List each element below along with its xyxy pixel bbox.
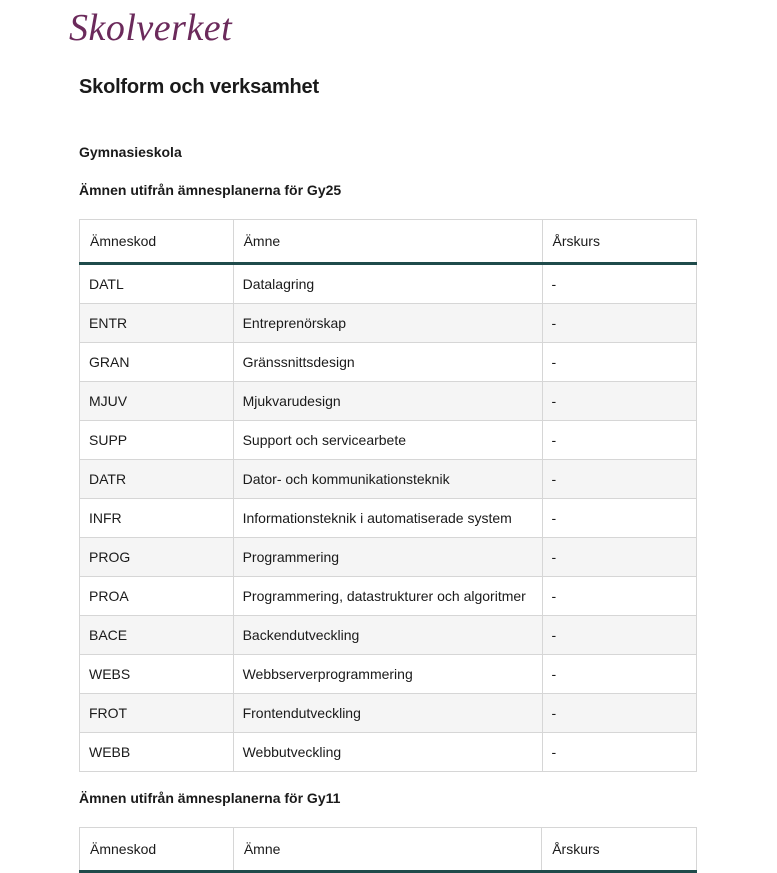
cell-year: - <box>542 382 697 421</box>
cell-code: PROG <box>80 538 234 577</box>
cell-year: - <box>542 655 697 694</box>
cell-year: - <box>542 694 697 733</box>
section-heading-gy25: Ämnen utifrån ämnesplanerna för Gy25 <box>79 182 342 198</box>
cell-year: - <box>542 264 697 304</box>
cell-year: - <box>542 616 697 655</box>
section-heading-gy11: Ämnen utifrån ämnesplanerna för Gy11 <box>79 790 341 806</box>
subjects-table-gy25 <box>79 219 697 772</box>
cell-code: DATL <box>80 264 234 304</box>
table-row <box>80 616 697 655</box>
cell-year: - <box>542 421 697 460</box>
cell-subject: Webbutveckling <box>233 733 542 772</box>
cell-code: INFR <box>80 499 234 538</box>
cell-code: MJUV <box>80 382 234 421</box>
column-header-code: Ämneskod <box>80 828 234 872</box>
cell-subject: Programmering, datastrukturer och algoritmer <box>233 577 542 616</box>
skolverket-logo[interactable]: Skolverket <box>69 7 233 49</box>
cell-subject: Entreprenörskap <box>233 304 542 343</box>
column-header-subject: Ämne <box>233 220 542 264</box>
cell-code: BACE <box>80 616 234 655</box>
table-row <box>80 577 697 616</box>
cell-year: - <box>542 577 697 616</box>
column-header-year: Årskurs <box>542 828 697 872</box>
table-row <box>80 382 697 421</box>
cell-code: SUPP <box>80 421 234 460</box>
cell-code: WEBB <box>80 733 234 772</box>
column-header-code: Ämneskod <box>80 220 234 264</box>
table-row <box>80 733 697 772</box>
table-row <box>80 264 697 304</box>
cell-subject: Gränssnittsdesign <box>233 343 542 382</box>
table-row <box>80 538 697 577</box>
cell-subject: Webbserverprogrammering <box>233 655 542 694</box>
table-row <box>80 304 697 343</box>
cell-code: WEBS <box>80 655 234 694</box>
cell-code: PROA <box>80 577 234 616</box>
cell-year: - <box>542 733 697 772</box>
table-header-row <box>80 220 697 264</box>
table-row <box>80 421 697 460</box>
cell-subject: Frontendutveckling <box>233 694 542 733</box>
cell-year: - <box>542 460 697 499</box>
cell-code: ENTR <box>80 304 234 343</box>
column-header-subject: Ämne <box>233 828 541 872</box>
cell-code: GRAN <box>80 343 234 382</box>
table-row <box>80 499 697 538</box>
cell-code: FROT <box>80 694 234 733</box>
cell-year: - <box>542 304 697 343</box>
table-header-row <box>80 828 697 872</box>
subjects-table-gy11 <box>79 827 697 873</box>
cell-subject: Support och servicearbete <box>233 421 542 460</box>
table-row <box>80 694 697 733</box>
cell-code: DATR <box>80 460 234 499</box>
cell-subject: Datalagring <box>233 264 542 304</box>
column-header-year: Årskurs <box>542 220 697 264</box>
cell-subject: Backendutveckling <box>233 616 542 655</box>
table-row <box>80 460 697 499</box>
cell-subject: Programmering <box>233 538 542 577</box>
page-title: Skolform och verksamhet <box>79 76 319 98</box>
table-row <box>80 343 697 382</box>
cell-year: - <box>542 343 697 382</box>
table-row <box>80 655 697 694</box>
school-form-heading: Gymnasieskola <box>79 144 182 160</box>
cell-subject: Informationsteknik i automatiserade system <box>233 499 542 538</box>
cell-subject: Mjukvarudesign <box>233 382 542 421</box>
cell-subject: Dator- och kommunikationsteknik <box>233 460 542 499</box>
cell-year: - <box>542 538 697 577</box>
cell-year: - <box>542 499 697 538</box>
